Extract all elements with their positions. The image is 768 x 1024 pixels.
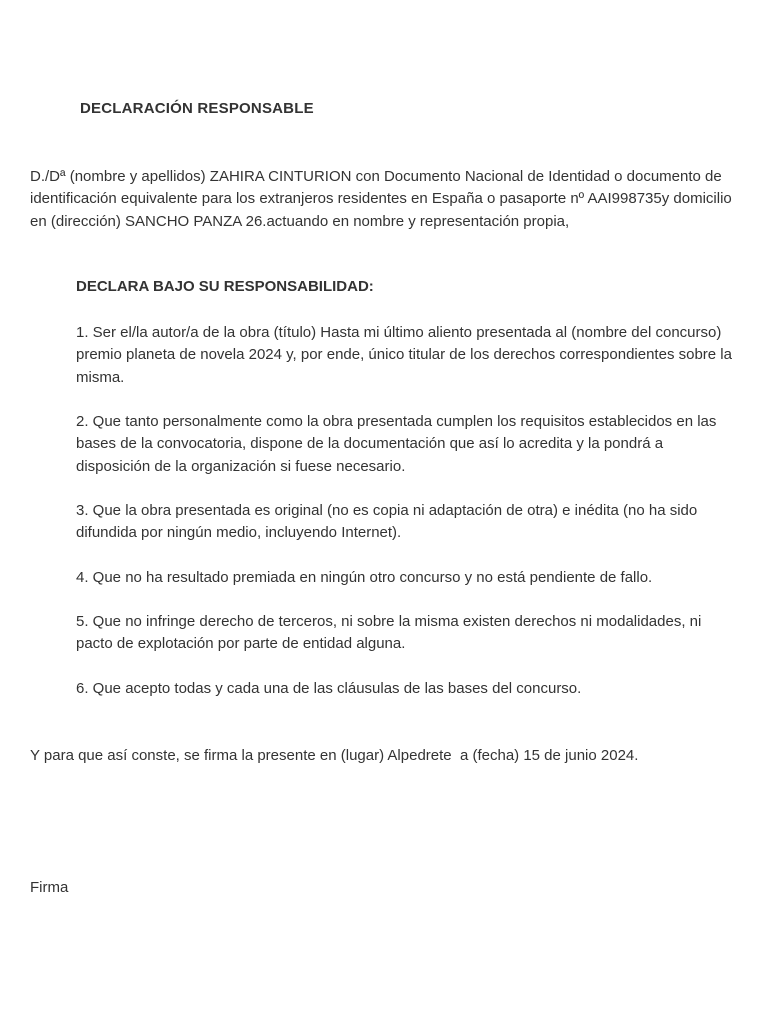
clause-1: 1. Ser el/la autor/a de la obra (título) Hasta mi último aliento presentada al (nombre del concurso) premio planeta de novela 2024 y, por ende, único titular de los derechos correspondientes sobre la misma. — [76, 324, 732, 386]
clause-4: 4. Que no ha resultado premiada en ningún otro concurso y no está pendiente de fallo. — [76, 569, 653, 586]
document-title: DECLARACIÓN RESPONSABLE — [80, 100, 314, 117]
clause-2: 2. Que tanto personalmente como la obra presentada cumplen los requisitos establecidos en las bases de la convocatoria, dispone de la documentación que así lo acredita y la pondrá a disposición de la organización si fuese necesario. — [76, 413, 717, 475]
clause-3: 3. Que la obra presentada es original (no es copia ni adaptación de otra) e inédita (no ha sido difundida por ningún medio, incluyendo Internet). — [76, 502, 698, 542]
clause-6: 6. Que acepto todas y cada una de las cláusulas de las bases del concurso. — [76, 680, 582, 697]
declarant-paragraph: D./Dª (nombre y apellidos) ZAHIRA CINTURION con Documento Nacional de Identidad o documento de identificación equivalente para los extranjeros residentes en España o pasaporte nº AAI998735y domicilio en (dirección) SANCHO PANZA 26.actuando en nombre y representación propia, — [30, 168, 732, 230]
declaration-heading: DECLARA BAJO SU RESPONSABILIDAD: — [76, 278, 374, 295]
closing-statement: Y para que así conste, se firma la presente en (lugar) Alpedrete a (fecha) 15 de junio 2024. — [30, 747, 639, 764]
signature-label: Firma — [30, 879, 69, 896]
clause-5: 5. Que no infringe derecho de terceros, ni sobre la misma existen derechos ni modalidades, ni pacto de explotación por parte de entidad alguna. — [76, 613, 702, 653]
